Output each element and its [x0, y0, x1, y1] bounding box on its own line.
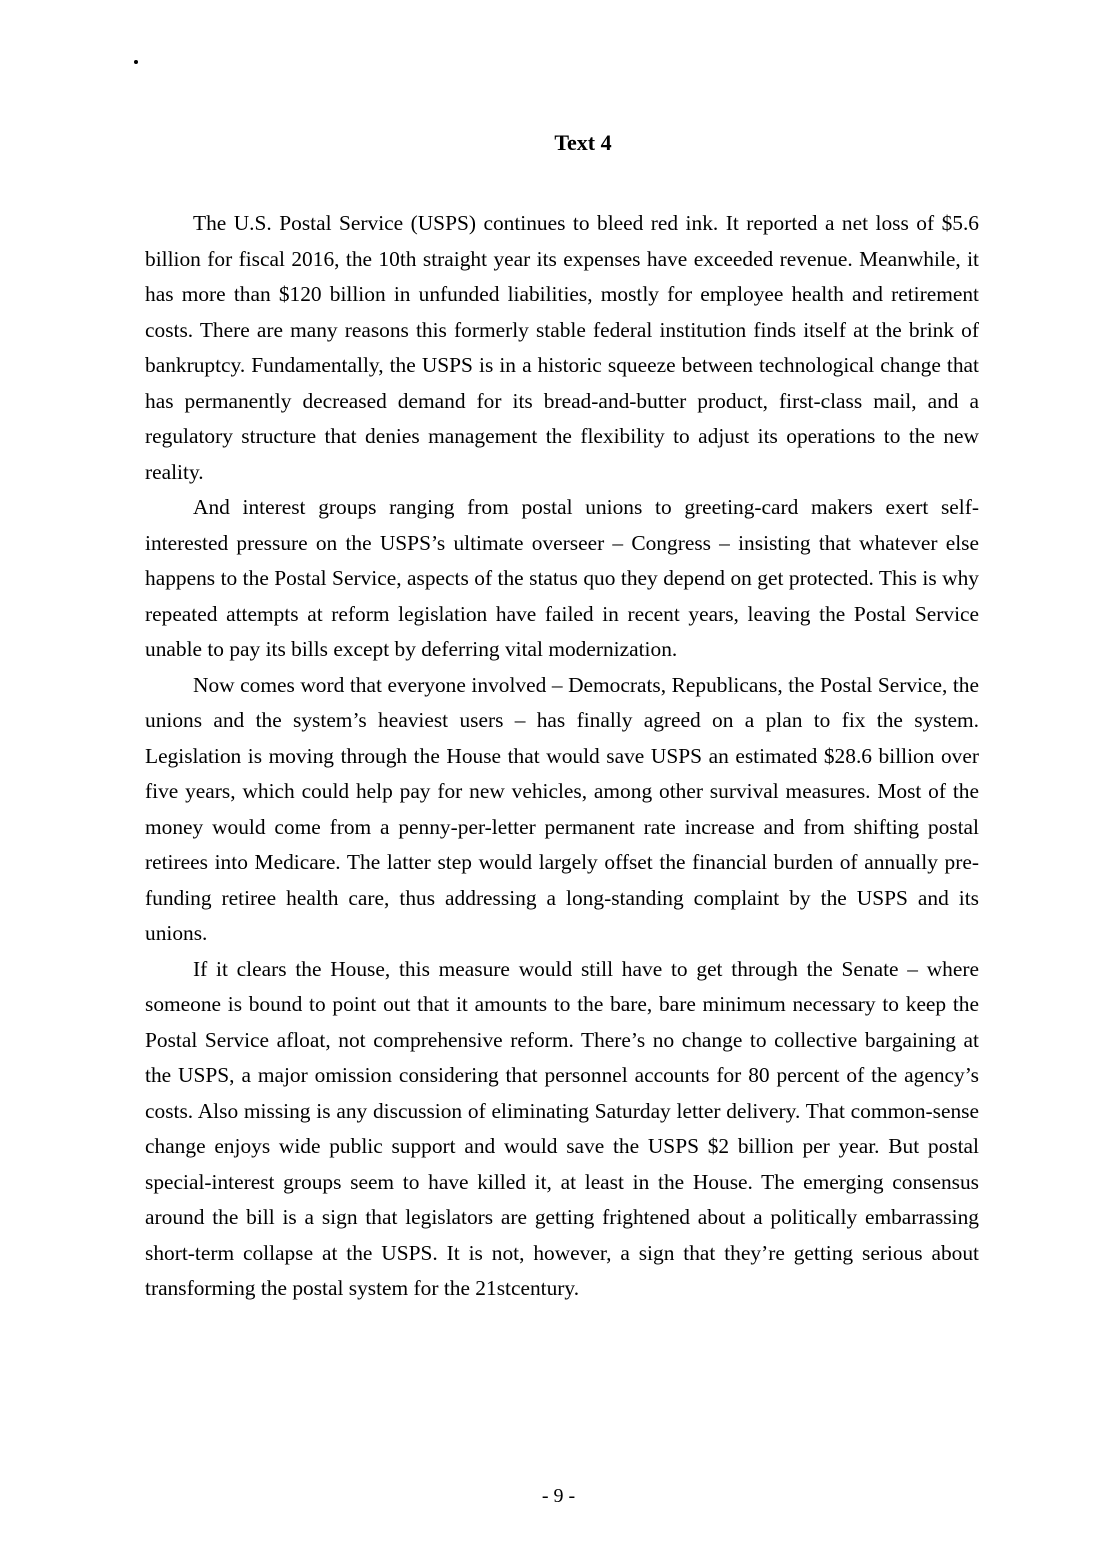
page-title: Text 4	[554, 130, 612, 155]
article-body	[145, 206, 979, 1307]
page-number: - 9 -	[541, 1485, 576, 1507]
paragraph-1: The U.S. Postal Service (USPS) continues to bleed red ink. It reported a net loss of $5.6 billion for fiscal 2016, the 10th straight year its expenses have exceeded revenue. Meanwhile, it has more than $120 billion in unfunded liabilities, mostly for employee health and retirement costs. There are many reasons this formerly stable federal institution finds itself at the brink of bankruptcy. Fundamentally, the USPS is in a historic squeeze between technological change that has permanently decreased demand for its bread-and-butter product, first-class mail, and a regulatory structure that denies management the flexibility to adjust its operations to the new reality.	[145, 211, 979, 484]
paragraph-4: If it clears the House, this measure would still have to get through the Senate – where someone is bound to point out that it amounts to the bare, bare minimum necessary to keep the Postal Service afloat, not comprehensive reform. There’s no change to collective bargaining at the USPS, a major omission considering that personnel accounts for 80 percent of the agency’s costs. Also missing is any discussion of eliminating Saturday letter delivery. That common-sense change enjoys wide public support and would save the USPS $2 billion per year. But postal special-interest groups seem to have killed it, at least in the House. The emerging consensus around the bill is a sign that legislators are getting frightened about a politically embarrassing short-term collapse at the USPS. It is not, however, a sign that they’re getting serious about transforming the postal system for the 21stcentury.	[145, 956, 979, 1300]
paragraph-2: And interest groups ranging from postal unions to greeting-card makers exert self-interested pressure on the USPS’s ultimate overseer – Congress – insisting that whatever else happens to the Postal Service, aspects of the status quo they depend on get protected. This is why repeated attempts at reform legislation have failed in recent years, leaving the Postal Service unable to pay its bills except by deferring vital modernization.	[145, 495, 979, 661]
paragraph-3: Now comes word that everyone involved – Democrats, Republicans, the Postal Service, the unions and the system’s heaviest users – has finally agreed on a plan to fix the system. Legislation is moving through the House that would save USPS an estimated $28.6 billion over five years, which could help pay for new vehicles, among other survival measures. Most of the money would come from a penny-per-letter permanent rate increase and from shifting postal retirees into Medicare. The latter step would largely offset the financial burden of annually pre-funding retiree health care, thus addressing a long-standing complaint by the USPS and its unions.	[145, 672, 979, 945]
bullet-dot	[134, 60, 138, 64]
